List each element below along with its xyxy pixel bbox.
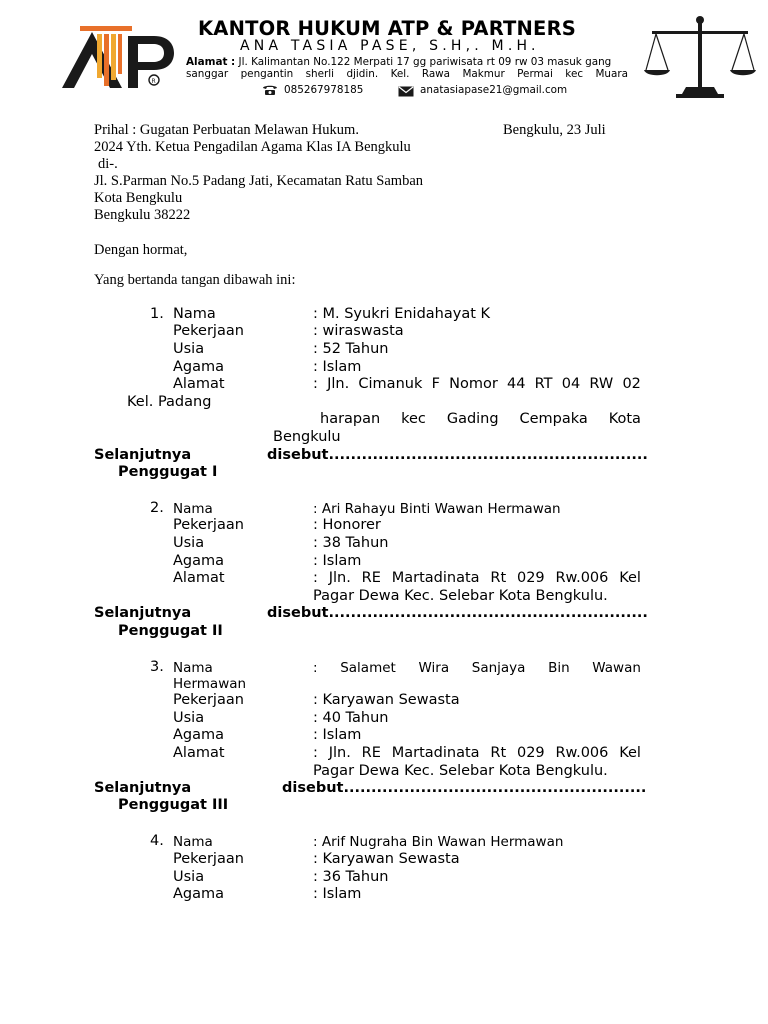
agama-label: Agama [173, 727, 225, 743]
alamat-word: RW [589, 376, 614, 392]
alamat-line-2: Kel. Padang [127, 394, 212, 410]
place-date: Bengkulu, 23 Juli [503, 122, 606, 138]
pekerjaan-label: Pekerjaan [173, 692, 244, 708]
disebut-label: disebut.......................................................... [267, 447, 648, 463]
alamat-word: F [431, 376, 440, 392]
alamat-label: Alamat [173, 745, 225, 761]
penggugat-role: Penggugat III [118, 797, 229, 813]
recipient-address: Jl. S.Parman No.5 Padang Jati, Kecamatan Ratu Samban [94, 173, 424, 189]
address-word: sherli [305, 68, 335, 80]
disebut-label: disebut....................................................... [282, 780, 647, 796]
alamat-word: Rw.006 [555, 570, 609, 586]
selanjutnya-label: Selanjutnya [94, 605, 192, 621]
alamat-line-1 [313, 376, 641, 392]
pekerjaan-value: : Karyawan Sewasta [313, 851, 460, 867]
nama-word: Bin [548, 660, 570, 676]
address-line-2 [186, 68, 628, 80]
address-label: Alamat : [186, 56, 236, 68]
nama-value: : Arif Nugraha Bin Wawan Hermawan [313, 834, 564, 850]
alamat-word: Rt [490, 570, 507, 586]
phone-number: 085267978185 [284, 84, 364, 96]
alamat-word: 44 [507, 376, 526, 392]
alamat-word: Rt [490, 745, 507, 761]
svg-text:R: R [151, 78, 156, 85]
agama-label: Agama [173, 553, 225, 569]
alamat-word: kec [401, 411, 426, 427]
intro-line: Yang bertanda tangan dibawah ini: [94, 272, 296, 288]
nama-word: Salamet [340, 660, 396, 676]
nama-word: Wawan [592, 660, 641, 676]
alamat-word: 029 [516, 745, 545, 761]
agama-value: : Islam [313, 553, 362, 569]
nama-value: : Ari Rahayu Binti Wawan Hermawan [313, 501, 561, 517]
address-text-1: Jl. Kalimantan No.122 Merpati 17 gg pariwisata rt 09 rw 03 masuk gang [238, 56, 612, 68]
envelope-icon [398, 86, 414, 97]
agama-label: Agama [173, 359, 225, 375]
address-word: kec [565, 68, 584, 80]
alamat-word: : [313, 745, 318, 761]
address-word: sanggar [186, 68, 229, 80]
recipient-di: di-. [98, 156, 118, 172]
subject-line: Prihal : Gugatan Perbuatan Melawan Hukum. [94, 122, 359, 138]
party-number: 4. [150, 833, 164, 849]
party-number: 3. [150, 659, 164, 675]
usia-value: : 52 Tahun [313, 341, 389, 357]
alamat-word: Gading [446, 411, 499, 427]
alamat-word: Rw.006 [555, 745, 609, 761]
alamat-word: Jln. [328, 570, 351, 586]
alamat-word: Cempaka [519, 411, 588, 427]
nama-label: Nama [173, 306, 216, 322]
greeting: Dengan hormat, [94, 242, 188, 258]
alamat-word: RT [534, 376, 553, 392]
usia-label: Usia [173, 535, 205, 551]
alamat-word: RE [361, 570, 381, 586]
nama-word: Sanjaya [471, 660, 526, 676]
alamat-line-3 [320, 411, 641, 427]
recipient-postal: Bengkulu 38222 [94, 207, 191, 223]
nama-label: Nama [173, 501, 213, 517]
alamat-word: Kel [619, 745, 641, 761]
nama-label: Nama [173, 834, 213, 850]
address-line-1 [186, 56, 611, 68]
usia-value: : 38 Tahun [313, 535, 389, 551]
alamat-label: Alamat [173, 376, 225, 392]
party-number: 1. [150, 306, 164, 322]
alamat-line-2: Pagar Dewa Kec. Selebar Kota Bengkulu. [313, 763, 608, 779]
address-word: Rawa [421, 68, 451, 80]
nama-word: Wira [418, 660, 450, 676]
alamat-word: 02 [622, 376, 641, 392]
address-word: Kel. [390, 68, 410, 80]
pekerjaan-value: : Honorer [313, 517, 381, 533]
alamat-word: Kota [608, 411, 641, 427]
phone-icon [262, 84, 278, 96]
alamat-line-4: Bengkulu [273, 429, 341, 445]
usia-label: Usia [173, 341, 205, 357]
nama-label: Nama [173, 660, 213, 676]
agama-label: Agama [173, 886, 225, 902]
alamat-line-1 [313, 745, 641, 761]
penggugat-role: Penggugat I [118, 464, 218, 480]
selanjutnya-label: Selanjutnya [94, 780, 192, 796]
alamat-word: Cimanuk [358, 376, 423, 392]
alamat-word: Nomor [449, 376, 498, 392]
alamat-line-1 [313, 570, 641, 586]
recipient-line: 2024 Yth. Ketua Pengadilan Agama Klas IA Bengkulu [94, 139, 411, 155]
pekerjaan-label: Pekerjaan [173, 851, 244, 867]
nama-value-line-2: Hermawan [173, 676, 247, 692]
selanjutnya-label: Selanjutnya [94, 447, 192, 463]
alamat-word: Martadinata [391, 745, 480, 761]
alamat-word: Jln. [327, 376, 350, 392]
nama-value: : M. Syukri Enidahayat K [313, 306, 491, 322]
agama-value: : Islam [313, 727, 362, 743]
penggugat-role: Penggugat II [118, 623, 223, 639]
nama-value-line-1 [313, 660, 641, 676]
lawyer-name: ANA TASIA PASE, S.H,. M.H. [240, 38, 540, 54]
address-word: Muara [595, 68, 628, 80]
address-word: Makmur [462, 68, 505, 80]
address-word: pengantin [240, 68, 294, 80]
usia-label: Usia [173, 710, 205, 726]
alamat-word: 04 [561, 376, 581, 392]
address-word: Permai [517, 68, 553, 80]
alamat-word: : [313, 376, 318, 392]
agama-value: : Islam [313, 886, 362, 902]
usia-label: Usia [173, 869, 205, 885]
alamat-word: Jln. [328, 745, 351, 761]
alamat-label: Alamat [173, 570, 225, 586]
alamat-word: Kel [619, 570, 641, 586]
atp-logo-icon [58, 22, 182, 92]
disebut-label: disebut.......................................................... [267, 605, 648, 621]
pekerjaan-label: Pekerjaan [173, 517, 244, 533]
office-name: KANTOR HUKUM ATP & PARTNERS [198, 17, 577, 40]
pekerjaan-value: : wiraswasta [313, 323, 404, 339]
pekerjaan-label: Pekerjaan [173, 323, 244, 339]
nama-word: : [313, 660, 318, 676]
scales-of-justice-icon [642, 14, 758, 100]
recipient-city: Kota Bengkulu [94, 190, 183, 206]
address-word: djidin. [346, 68, 379, 80]
usia-value: : 36 Tahun [313, 869, 389, 885]
pekerjaan-value: : Karyawan Sewasta [313, 692, 460, 708]
usia-value: : 40 Tahun [313, 710, 389, 726]
alamat-word: 029 [516, 570, 545, 586]
alamat-word: : [313, 570, 318, 586]
alamat-line-2: Pagar Dewa Kec. Selebar Kota Bengkulu. [313, 588, 608, 604]
alamat-word: Martadinata [391, 570, 480, 586]
alamat-word: harapan [320, 411, 381, 427]
party-number: 2. [150, 500, 164, 516]
alamat-word: RE [361, 745, 381, 761]
agama-value: : Islam [313, 359, 362, 375]
email-address: anatasiapase21@gmail.com [420, 84, 568, 96]
